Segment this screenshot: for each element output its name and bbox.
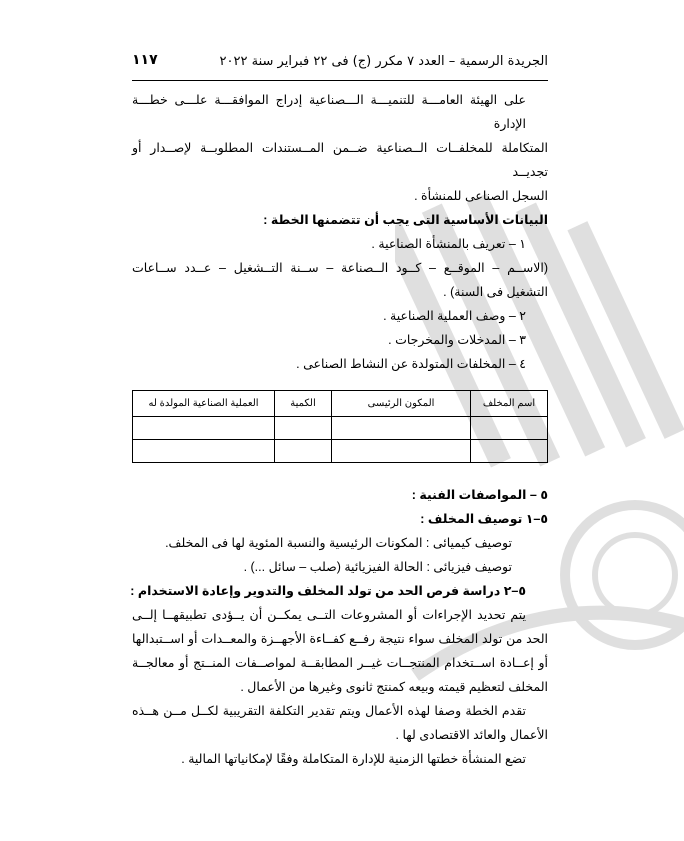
closing-text: تضع المنشأة خطتها الزمنية للإدارة المتكاملة وفقًا لإمكانياتها المالية . xyxy=(181,752,526,766)
reduction-study-heading: ٥–٢ دراسة فرص الحد من تولد المخلف والتدوير وإعادة الاستخدام : xyxy=(130,584,526,598)
table-cell xyxy=(275,440,332,463)
table-cell xyxy=(332,440,471,463)
basic-item-4: ٤ – المخلفات المتولدة عن النشاط الصناعى . xyxy=(296,357,526,371)
basic-item-2: ٢ – وصف العملية الصناعية . xyxy=(383,309,526,323)
table-cell xyxy=(471,417,548,440)
cost-text-2: الأعمال والعائد الاقتصادى لها . xyxy=(395,728,548,742)
table-cell xyxy=(471,440,548,463)
waste-description-heading: ٥–١ توصيف المخلف : xyxy=(420,512,548,526)
intro-line-2: المتكاملة للمخلفــات الــصناعية ضــمن المــستندات المطلوبــة لإصــدار أو تجديــد xyxy=(132,141,548,179)
col-waste-name: اسم المخلف xyxy=(471,391,548,417)
basic-item-1: ١ – تعريف بالمنشأة الصناعية . xyxy=(371,237,526,251)
basic-item-3: ٣ – المدخلات والمخرجات . xyxy=(388,333,526,347)
basic-item-1-detail-2: التشغيل فى السنة) . xyxy=(443,285,548,299)
basic-data-heading: البيانات الأساسية التى يجب أن تتضمنها الخطة : xyxy=(263,213,548,227)
physical-description: توصيف فيزيائى : الحالة الفيزيائية (صلب – سائل ...) . xyxy=(243,560,512,574)
intro-line-1: على الهيئة العامـــة للتنميـــة الـــصناعية إدراج الموافقـــة علـــى خطـــة الإدارة xyxy=(132,93,526,131)
page-header xyxy=(132,52,548,74)
col-generating-process: العملية الصناعية المولدة له xyxy=(133,391,275,417)
table-cell xyxy=(275,417,332,440)
cost-text-1: تقدم الخطة وصفا لهذه الأعمال ويتم تقدير التكلفة التقريبية لكــل مــن هــذه xyxy=(132,704,526,718)
table-cell xyxy=(332,417,471,440)
reduction-text-2: الحد من تولد المخلف سواء نتيجة رفــع كفــاءة الأجهــزة والمعــدات أو اســتبدالها xyxy=(132,632,548,646)
table-row xyxy=(133,440,548,463)
table-header-row xyxy=(133,391,548,417)
page-number: ١١٧ xyxy=(132,52,158,68)
reduction-text-3: أو إعــادة اســتخدام المنتجــات غيــر المطابقــة لمواصــفات المنــتج أو معالجــة xyxy=(132,656,548,670)
gazette-title: الجريدة الرسمية – العدد ٧ مكرر (ج) فى ٢٢ فبراير سنة ٢٠٢٢ xyxy=(219,54,548,69)
col-main-component: المكون الرئيسى xyxy=(332,391,471,417)
table-cell xyxy=(133,417,275,440)
chemical-description: توصيف كيميائى : المكونات الرئيسية والنسبة المئوية لها فى المخلف. xyxy=(165,536,512,550)
header-divider xyxy=(132,80,548,81)
basic-item-1-detail-1: (الاســم – الموقــع – كــود الــصناعة – ســنة التــشغيل – عــدد ســاعات xyxy=(132,261,548,275)
page-body xyxy=(132,88,548,771)
reduction-text-4: المخلف لتعظيم قيمته وبيعه كمنتج ثانوى وغيرها من الأعمال . xyxy=(240,680,548,694)
waste-table xyxy=(132,390,548,463)
intro-line-3: السجل الصناعى للمنشأة . xyxy=(414,189,548,203)
reduction-text-1: يتم تحديد الإجراءات أو المشروعات التــى يمكــن أن يــؤدى تطبيقهــا إلــى xyxy=(132,608,526,622)
col-quantity: الكمية xyxy=(275,391,332,417)
table-row xyxy=(133,417,548,440)
table-cell xyxy=(133,440,275,463)
technical-specs-heading: ٥ – المواصفات الفنية : xyxy=(411,488,548,502)
